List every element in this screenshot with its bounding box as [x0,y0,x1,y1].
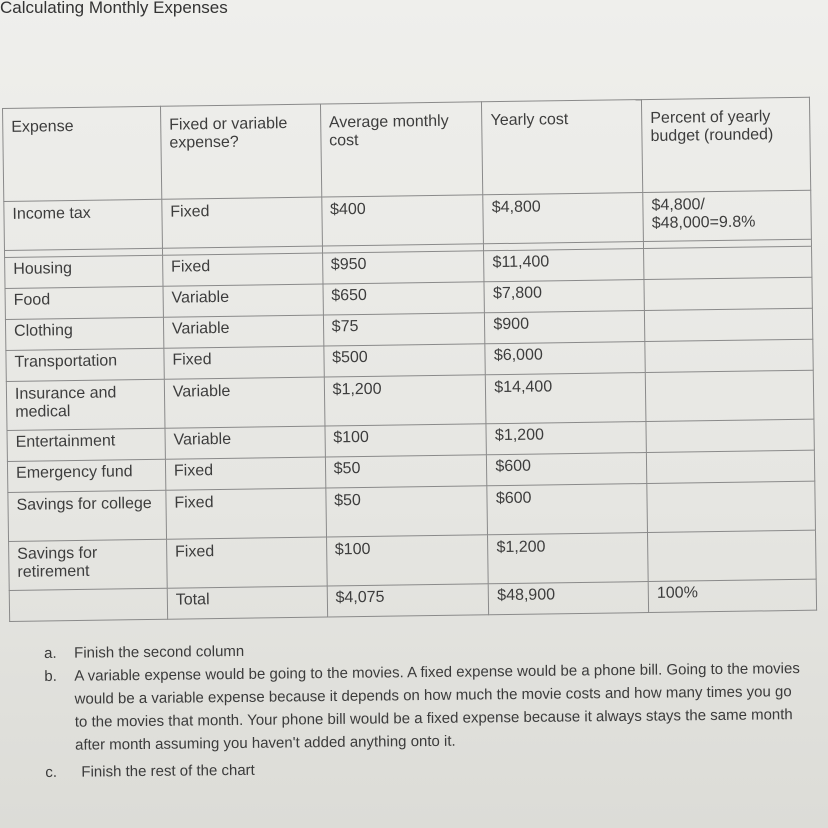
cell-type: Fixed [165,457,325,490]
question-marker: a. [44,644,57,662]
cell-yearly: $1,200 [488,533,648,584]
cell-monthly: $100 [326,535,488,586]
cell-expense: Entertainment [7,428,165,461]
question-text: Finish the rest of the chart [81,761,255,781]
cell-expense: Transportation [6,348,164,381]
cell-monthly: $75 [323,313,485,346]
cell-expense: Food [5,286,163,319]
page-title: Calculating Monthly Expenses [0,0,228,17]
cell-expense: Emergency fund [7,459,165,492]
cell-expense: Clothing [5,317,163,350]
cell-monthly: $50 [325,455,487,488]
cell-type: Variable [163,315,323,348]
header-percent: Percent of yearly budget (rounded) [642,97,811,192]
cell-yearly: $600 [487,453,647,486]
total-monthly: $4,075 [327,584,489,617]
cell-type: Fixed [164,346,324,379]
header-fixed-variable: Fixed or variable expense? [160,104,321,199]
cell-type: Variable [165,426,325,459]
question-text: A variable expense would be going to the movies. A fixed expense would be a phone bill. Going to the movies would be a variable expense because it depends on how much the movie costs and how many times you go to the movies that month. Your phone bill would be a fixed expense because it always stays the same month after month assuming you haven't added anything onto it. [74,660,800,754]
question-item [45,753,805,784]
cell-yearly: $1,200 [486,422,646,455]
cell-yearly: $7,800 [484,280,644,313]
question-marker: c. [45,763,58,781]
cell-type: Fixed [166,537,326,588]
cell-yearly: $6,000 [485,342,645,375]
cell-monthly: $950 [322,251,484,284]
cell-percent[interactable] [644,277,812,310]
cell-monthly: $50 [325,486,487,537]
question-text: Finish the second column [74,642,245,662]
cell-yearly: $4,800 [483,193,643,244]
header-yearly: Yearly cost [482,100,643,195]
cell-type: Fixed [162,253,322,286]
cell-yearly: $11,400 [484,249,644,282]
expenses-table [2,97,817,622]
cell-expense: Savings for retirement [9,539,168,590]
cell-type: Fixed [162,197,322,248]
table-header-row [3,97,811,201]
cell-monthly: $650 [323,282,485,315]
cell-yearly: $14,400 [486,373,646,424]
total-yearly: $48,900 [489,582,649,615]
cell-expense: Savings for college [8,490,167,541]
cell-percent[interactable] [647,481,816,532]
cell-type: Variable [163,284,323,317]
cell-type: Variable [164,377,324,428]
total-label: Total [167,586,327,619]
cell-percent[interactable] [646,450,814,483]
question-item [44,657,805,757]
cell-percent[interactable] [645,370,814,421]
cell-monthly: $500 [323,344,485,377]
cell-monthly: $400 [321,195,483,246]
cell-percent[interactable] [645,339,813,372]
cell-yearly: $600 [487,484,647,535]
question-list [44,634,805,784]
cell-percent[interactable] [644,246,812,279]
cell-monthly: $100 [325,424,487,457]
cell-percent[interactable] [646,419,814,452]
cell-type: Fixed [166,488,326,539]
cell-expense: Housing [5,255,163,288]
header-expense: Expense [3,106,162,201]
cell-monthly: $1,200 [324,375,486,426]
question-marker: b. [44,667,57,685]
cell-expense: Income tax [4,199,163,250]
cell-percent[interactable] [645,308,813,341]
cell-yearly: $900 [485,311,645,344]
cell-percent: $4,800/ $48,000=9.8% [643,190,812,241]
header-avg-monthly: Average monthly cost [320,102,483,197]
total-percent: 100% [648,579,816,612]
cell-expense: Insurance and medical [6,379,165,430]
cell-percent[interactable] [648,530,817,581]
